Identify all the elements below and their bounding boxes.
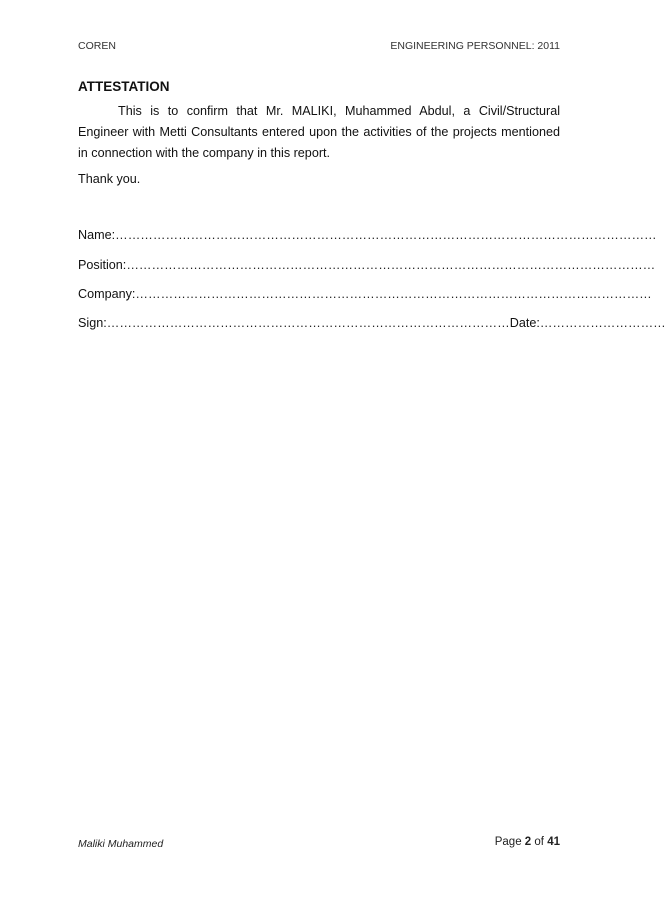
- sign-date-field: [78, 316, 666, 330]
- company-blank-line: ……………………………………………………………………………………………………………: [135, 287, 652, 301]
- footer-author: Maliki Muhammed: [78, 838, 164, 850]
- page-prefix: Page: [494, 836, 522, 848]
- name-field: [78, 228, 657, 242]
- date-label: Date:: [509, 316, 540, 330]
- position-field: [78, 258, 655, 272]
- page-number: [495, 836, 560, 848]
- sign-label: Sign:: [78, 316, 107, 330]
- document-title: ATTESTATION: [78, 79, 170, 94]
- page-header: [78, 40, 560, 54]
- company-label: Company:: [78, 287, 136, 301]
- name-label: Name:: [78, 228, 116, 242]
- page-current: 2: [524, 836, 532, 848]
- page-total: 41: [547, 836, 560, 848]
- position-label: Position:: [78, 258, 127, 272]
- page-of: of: [534, 836, 544, 848]
- thanks-text: Thank you.: [78, 172, 141, 186]
- attestation-paragraph: This is to confirm that Mr. MALIKI, Muhammed Abdul, a Civil/Structural Engineer with Metti Consultants entered upon the activities of the projects mentioned in connection with the company in this report.: [78, 104, 560, 160]
- header-right-text: ENGINEERING PERSONNEL: 2011: [390, 40, 560, 52]
- position-blank-line: ………………………………………………………………………………………………………………: [126, 258, 656, 272]
- header-left-text: COREN: [78, 40, 116, 52]
- company-field: [78, 287, 652, 301]
- sign-blank-line: ……………………………………………………………………………………: [106, 316, 510, 330]
- date-blank-line: …………………………: [539, 316, 666, 330]
- name-blank-line: …………………………………………………………………………………………………………………: [115, 228, 657, 242]
